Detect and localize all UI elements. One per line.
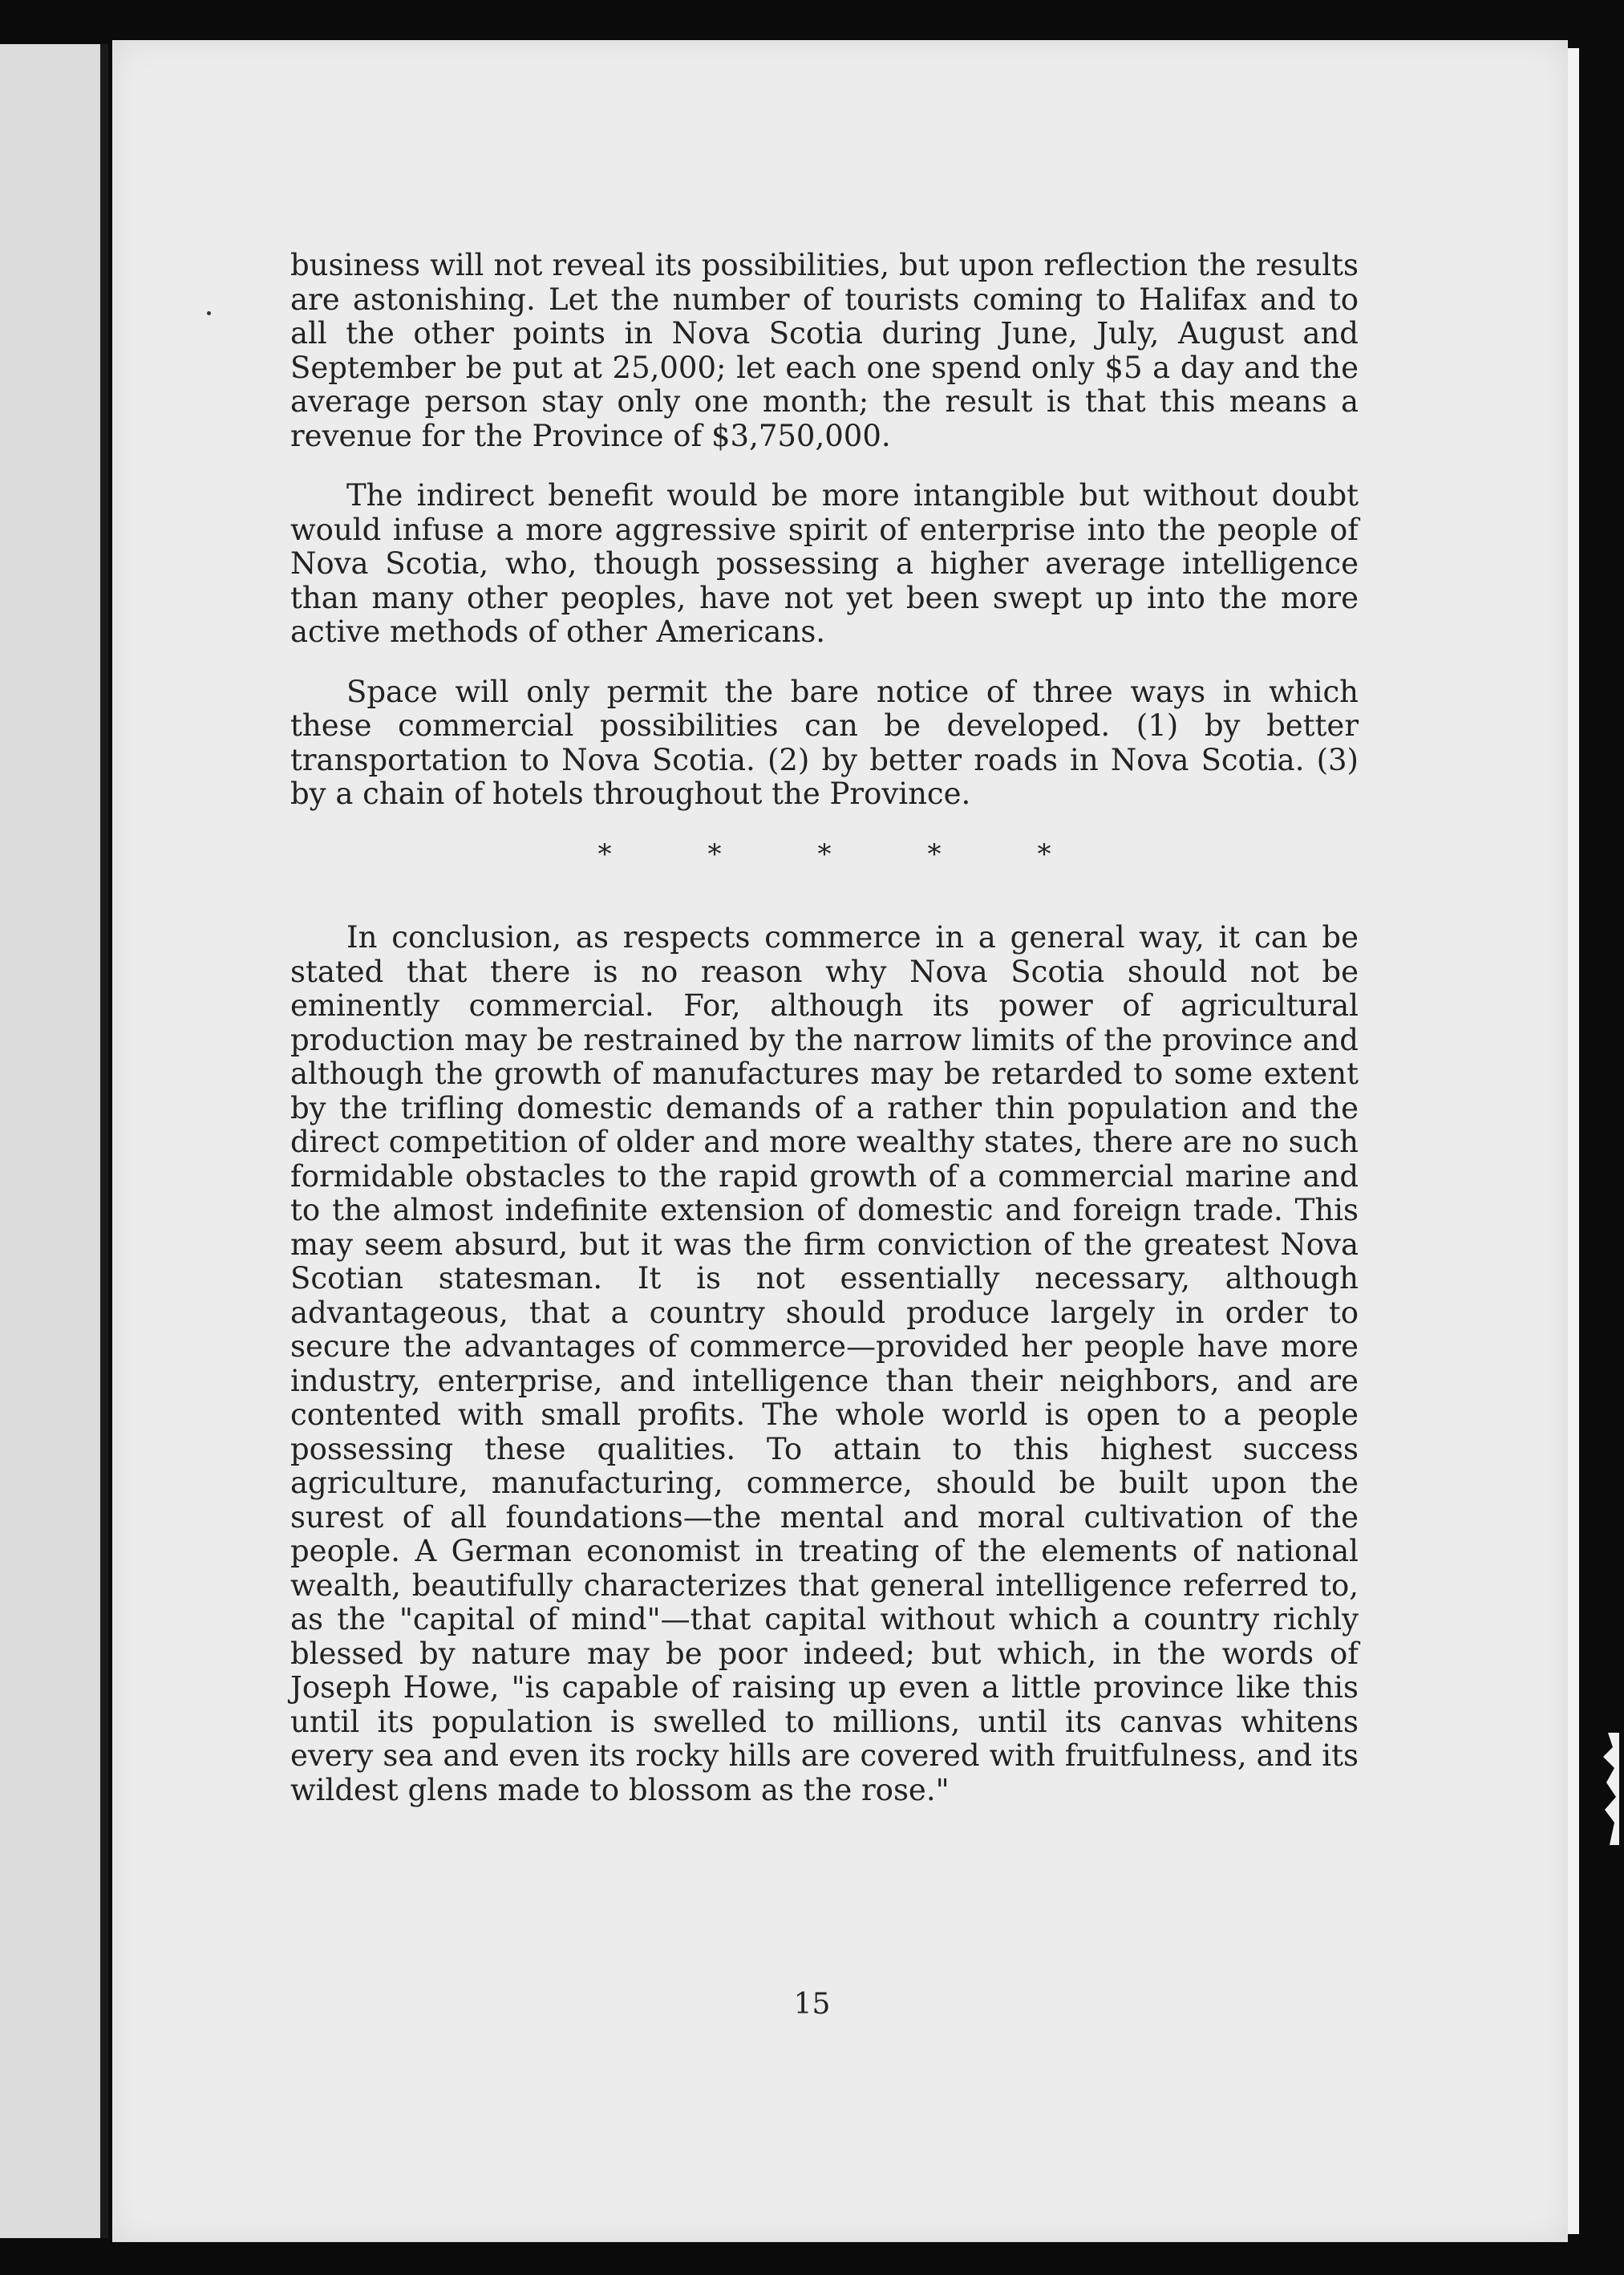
paragraph-1: business will not reveal its possibilities, but upon reflection the results are astonishing. Let the number of tourists coming to Halifax and to all the other points in Nova Scotia during June, July, August and September be put at 25,000; let each one spend only $5 a day and the average person stay only one month; the result is that this means a revenue for the Province of $3,750,000. <box>290 248 1359 453</box>
ink-speck <box>207 311 211 315</box>
paragraph-3: Space will only permit the bare notice of three ways in which these commercial possibilities can be developed. (1) by better transportation to Nova Scotia. (2) by better roads in Nova Scotia. (3) by a chain of hotels throughout the Province. <box>290 674 1359 811</box>
left-page-edge <box>0 44 108 2238</box>
separator-asterisk: * <box>927 837 942 870</box>
separator-asterisk: * <box>1037 837 1051 870</box>
separator-asterisk: * <box>597 837 612 870</box>
right-page-edge <box>1568 48 1579 2234</box>
paragraph-2: The indirect benefit would be more intangible but without doubt would infuse a more aggressive spirit of enterprise into the people of Nova Scotia, who, though possessing a higher average intelligence than many other peoples, have not yet been swept up into the more active methods of other Americans. <box>290 478 1359 649</box>
separator-asterisk: * <box>707 837 722 870</box>
page-number: 15 <box>793 1988 831 2021</box>
body-text <box>290 249 1359 1833</box>
section-separator <box>290 837 1359 872</box>
separator-asterisk: * <box>817 837 832 870</box>
torn-edge-mark-icon <box>1592 1733 1619 1845</box>
conclusion-paragraph: In conclusion, as respects commerce in a general way, it can be stated that there is no reason why Nova Scotia should not be eminently commercial. For, although its power of agricultural production may be restrained by the narrow limits of the province and although the growth of manufactures may be retarded to some extent by the trifling domestic demands of a rather thin population and the direct competition of older and more wealthy states, there are no such formidable obstacles to the rapid growth of a commercial marine and to the almost indefinite extension of domestic and foreign trade. This may seem absurd, but it was the firm conviction of the greatest Nova Scotian statesman. It is not essentially necessary, although advantageous, that a country should produce largely in order to secure the advantages of commerce—provided her people have more industry, enterprise, and intelligence than their neighbors, and are contented with small profits. The whole world is open to a people possessing these qualities. To attain to this highest success agriculture, manufacturing, commerce, should be built upon the surest of all foundations—the mental and moral cultivation of the people. A German economist in treating of the elements of national wealth, beautifully characterizes that general intelligence referred to, as the "capital of mind"—that capital without which a country richly blessed by nature may be poor indeed; but which, in the words of Joseph Howe, "is capable of raising up even a little province like this until its population is swelled to millions, until its canvas whitens every sea and even its rocky hills are covered with fruitfulness, and its wildest glens made to blossom as the rose." <box>290 920 1359 1807</box>
